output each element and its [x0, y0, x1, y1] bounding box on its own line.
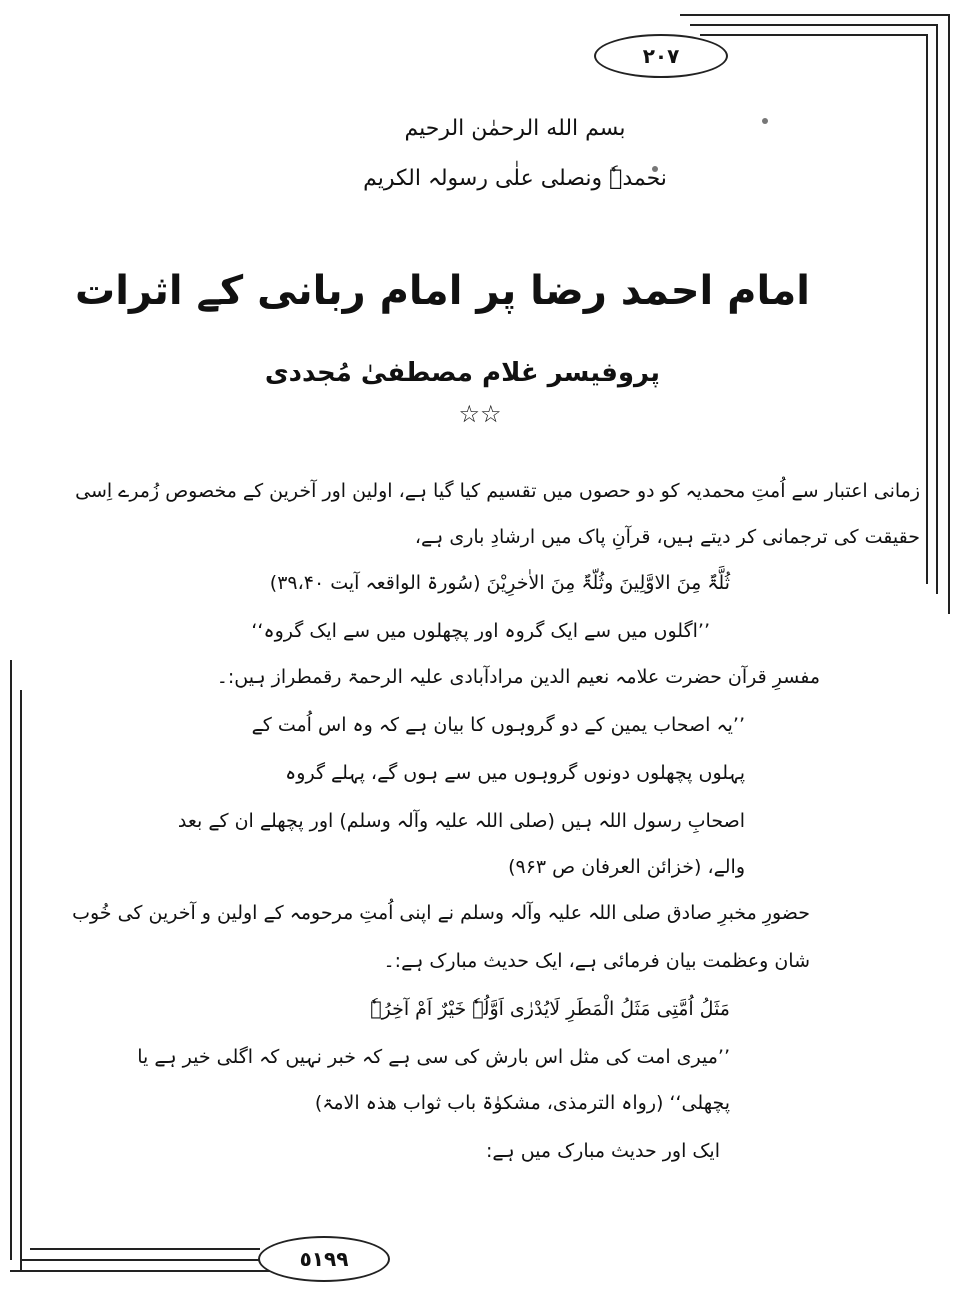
frame-top-inner2 [700, 34, 928, 36]
body-line: شان وعظمت بیان فرمائی ہے، ایک حدیث مبارک ہے:۔ [383, 950, 810, 972]
top-page-number: ٢٠٧ [594, 34, 728, 78]
frame-right-outer [948, 14, 950, 614]
hadith-translation: ’’میری امت کی مثل اس بارش کی سی ہے کہ خبر نہیں کہ اگلی خیر ہے یا [137, 1046, 730, 1068]
verse-translation: ’’اگلوں میں سے ایک گروہ اور پچھلوں میں سے ایک گروہ‘‘ [251, 620, 710, 642]
author: پروفیسر غلام مصطفیٰ مُجددی [264, 358, 660, 388]
separator-stars: ☆☆ [458, 400, 502, 428]
frame-bottom-outer [10, 1270, 270, 1272]
body-line: ایک اور حدیث مبارک میں ہے: [486, 1140, 720, 1162]
quran-verse: ثُلَّۃٌ مِنَ الاوَّلِینَ وثُلّۃٌ مِنَ الاٰخرِیْنَ (سُورۃ الواقعہ آیت ۳۹،۴۰) [269, 572, 730, 594]
frame-right-inner [936, 24, 938, 594]
frame-bottom-inner [20, 1259, 260, 1261]
hadith-text: مَثَلُ اُمَّتِی مَثَلُ الْمَطَرِ لَایُدْرٰی اَوَّلُہٗ خَیْرٌ اَمْ آخِرُہٗ [370, 998, 730, 1020]
body-line: زمانی اعتبار سے اُمتِ محمدیہ کو دو حصوں میں تقسیم کیا گیا ہے، اولین اور آخرین کے مخصوص زُمرے اِسی [75, 480, 920, 502]
basmala: بسم الله الرحمٰن الرحیم [404, 116, 626, 141]
page-title: امام احمد رضا پر امام ربانی کے اثرات [75, 268, 810, 314]
body-line: حقیقت کی ترجمانی کر دیتے ہیں، قرآنِ پاک میں ارشادِ باری ہے، [414, 526, 920, 548]
frame-bottom-inner2 [30, 1248, 260, 1250]
scan-dot [762, 118, 768, 124]
salutation: نحمدہٗ ونصلی علٰی رسولہ الکریم [363, 166, 667, 191]
bottom-page-number: ٥١٩٩ [258, 1236, 390, 1282]
frame-left-outer [10, 660, 12, 1260]
frame-left-inner [20, 690, 22, 1270]
frame-right-inner2 [926, 34, 928, 584]
quote-line: ’’یہ اصحاب یمین کے دو گروہوں کا بیان ہے کہ وہ اس اُمت کے [251, 714, 745, 736]
frame-top-outer [680, 14, 950, 16]
quote-line: اصحابِ رسول اللہ ہیں (صلی اللہ علیہ وآلہ وسلم) اور پچھلے ان کے بعد [177, 810, 745, 832]
hadith-reference: پچھلی‘‘ (رواہ الترمذی، مشکوٰۃ باب ثواب ھذہ الامۃ) [314, 1092, 730, 1114]
body-line: حضورِ مخبرِ صادق صلی اللہ علیہ وآلہ وسلم نے اپنی اُمتِ مرحومہ کے اولین و آخرین کی خُوب [72, 902, 810, 924]
quote-line: پہلوں پچھلوں دونوں گروہوں میں سے ہوں گے، پہلے گروہ [285, 762, 745, 784]
body-line: مفسرِ قرآن حضرت علامہ نعیم الدین مرادآبادی علیہ الرحمۃ رقمطراز ہیں:۔ [216, 666, 820, 688]
frame-top-inner [690, 24, 938, 26]
quote-line: والے، (خزائن العرفان ص ۹۶۳) [508, 856, 745, 878]
